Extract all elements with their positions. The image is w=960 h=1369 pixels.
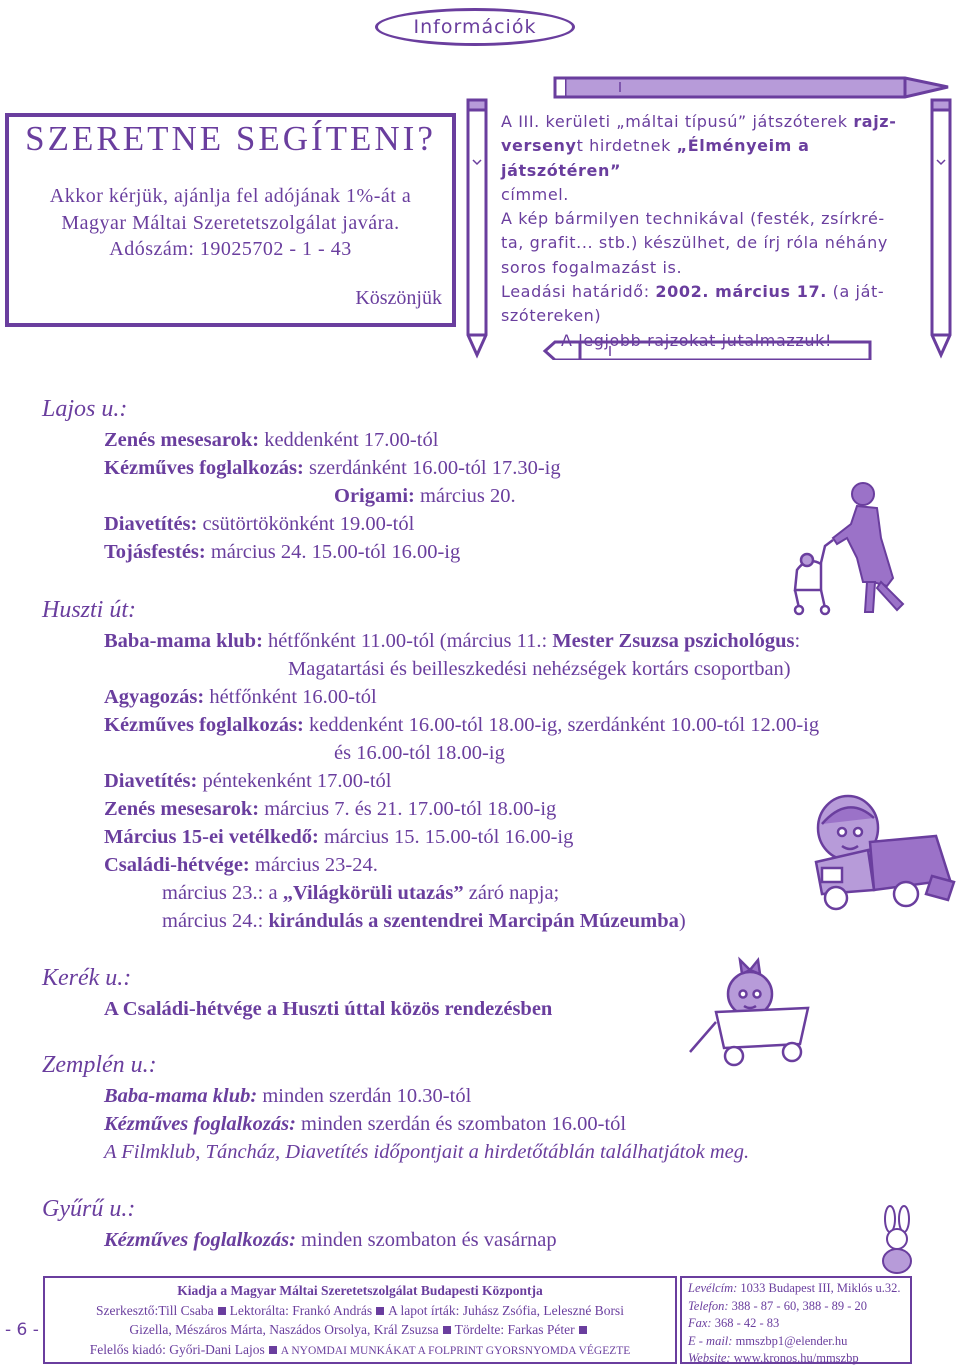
donation-appeal-box (5, 113, 456, 327)
contest-text: ta, grafit... stb.) készülhet, de írj róla néhány (501, 233, 888, 253)
section-title-gyuru: Gyűrű u.: (42, 1196, 136, 1222)
section-title-huszti: Huszti út: (42, 597, 137, 623)
credits-line: Szerkesztő:Till Csaba Lektorálta: Frankó András A lapot írták: Juhász Zsófia, Leleszné Borsi (96, 1302, 624, 1318)
section-title-lajos: Lajos u.: (42, 396, 128, 422)
program-line: Március 15-ei vetélkedő: március 15. 15.00-tól 16.00-ig (104, 826, 574, 848)
program-line: Tojásfestés: március 24. 15.00-tól 16.00-ig (104, 541, 461, 563)
program-line: Kézműves foglalkozás: keddenként 16.00-tól 18.00-ig, szerdánként 10.00-tól 12.00-ig (104, 714, 820, 736)
program-line: Magatartási és beilleszkedési nehézségek kortárs csoportban) (288, 658, 791, 680)
contest-title: „Élményeim a játszótéren” (501, 136, 810, 180)
program-line: és 16.00-tól 18.00-ig (334, 742, 505, 764)
section-title-kerek: Kerék u.: (42, 965, 132, 991)
contact-address: Levélcím: 1033 Budapest III, Miklós u.32. (688, 1281, 901, 1295)
program-line: Diavetítés: csütörtökönként 19.00-tól (104, 513, 415, 535)
program-line: Origami: március 20. (334, 485, 516, 507)
mother-with-stroller-illustration (785, 478, 910, 618)
publisher-name: Kiadja a Magyar Máltai Szeretetszolgálat Budapesti Központja (177, 1283, 543, 1298)
credits-line: Gizella, Mészáros Márta, Naszádos Orsolya, Král Zsuzsa Tördelte: Farkas Péter (45, 1320, 675, 1340)
contest-deadline: 2002. március 17. (655, 282, 827, 302)
page-number: - 6 - (5, 1320, 39, 1340)
program-line: Diavetítés: péntekenként 17.00-tól (104, 770, 392, 792)
contest-text: címmel. (501, 184, 569, 204)
program-line: Zenés mesesarok: keddenként 17.00-tól (104, 429, 439, 451)
program-line: március 24.: kirándulás a szentendrei Marcipán Múzeumba) (162, 910, 686, 932)
girl-in-wagon-illustration (688, 952, 823, 1070)
appeal-thanks: Köszönjük (355, 287, 442, 309)
appeal-line-2: Magyar Máltai Szeretetszolgálat javára. (61, 212, 400, 234)
appeal-line-1: Akkor kérjük, ajánlja fel adójának 1%-át a (49, 185, 412, 207)
contact-info (680, 1276, 912, 1364)
program-line: március 23.: a „Világkörüli utazás” záró napja; (162, 882, 560, 904)
appeal-title: SZERETNE SEGÍTENI? (25, 119, 436, 158)
program-line: Kézműves foglalkozás: szerdánként 16.00-tól 17.30-ig (104, 457, 561, 479)
easter-bunny-icon (872, 1205, 922, 1275)
contest-deadline-label: Leadási határidő: (501, 282, 656, 302)
boy-with-toy-truck-illustration (808, 790, 958, 915)
drawing-contest-announcement (501, 110, 931, 353)
program-line: Agyagozás: hétfőnként 16.00-tól (104, 686, 377, 708)
contest-reward: A legjobb rajzokat jutalmazzuk! (561, 330, 832, 350)
publisher-info (43, 1276, 677, 1364)
section-badge: Információk (375, 8, 575, 46)
contest-text: szótereken) (501, 306, 602, 326)
contest-text: rajz- (853, 112, 897, 131)
contest-text: soros fogalmazást is. (501, 257, 683, 277)
section-title-zemplen: Zemplén u.: (42, 1052, 157, 1078)
contest-text: verseny (501, 136, 577, 156)
program-line: Baba-mama klub: hétfőnként 11.00-tól (március 11.: Mester Zsuzsa pszichológus: (104, 630, 801, 652)
program-line: A Családi-hétvége a Huszti úttal közös rendezésben (104, 998, 553, 1020)
contact-email: E - mail: mmszbp1@elender.hu (688, 1333, 848, 1348)
contact-website: Website: www.kronos.hu/mmszbp (688, 1351, 859, 1365)
contact-fax: Fax: 368 - 42 - 83 (688, 1316, 780, 1330)
program-line: Zenés mesesarok: március 7. és 21. 17.00-tól 18.00-ig (104, 798, 557, 820)
program-note: A Filmklub, Táncház, Diavetítés időpontjait a hirdetőtáblán találhatjátok meg. (104, 1141, 750, 1163)
contest-text: t hirdetnek (576, 136, 677, 156)
program-line: Családi-hétvége: március 23-24. (104, 854, 378, 876)
program-line: Kézműves foglalkozás: minden szombaton és vasárnap (104, 1229, 557, 1251)
program-line: Kézműves foglalkozás: minden szerdán és szombaton 16.00-tól (104, 1113, 627, 1135)
contest-text: (a ját- (826, 282, 885, 302)
appeal-tax-number: Adószám: 19025702 - 1 - 43 (109, 238, 352, 260)
contest-text: A III. kerületi „máltai típusú” játszóterek (501, 112, 854, 131)
program-line: Baba-mama klub: minden szerdán 10.30-tól (104, 1085, 472, 1107)
contest-text: A kép bármilyen technikával (festék, zsírkré- (501, 209, 885, 229)
contact-phone: Telefon: 388 - 87 - 60, 388 - 89 - 20 (688, 1298, 868, 1313)
credits-line: Felelős kiadó: Győri-Dani Lajos A NYOMDAI MUNKÁKAT A FOLPRINT GYORSNYOMDA VÉGEZTE (89, 1341, 631, 1357)
